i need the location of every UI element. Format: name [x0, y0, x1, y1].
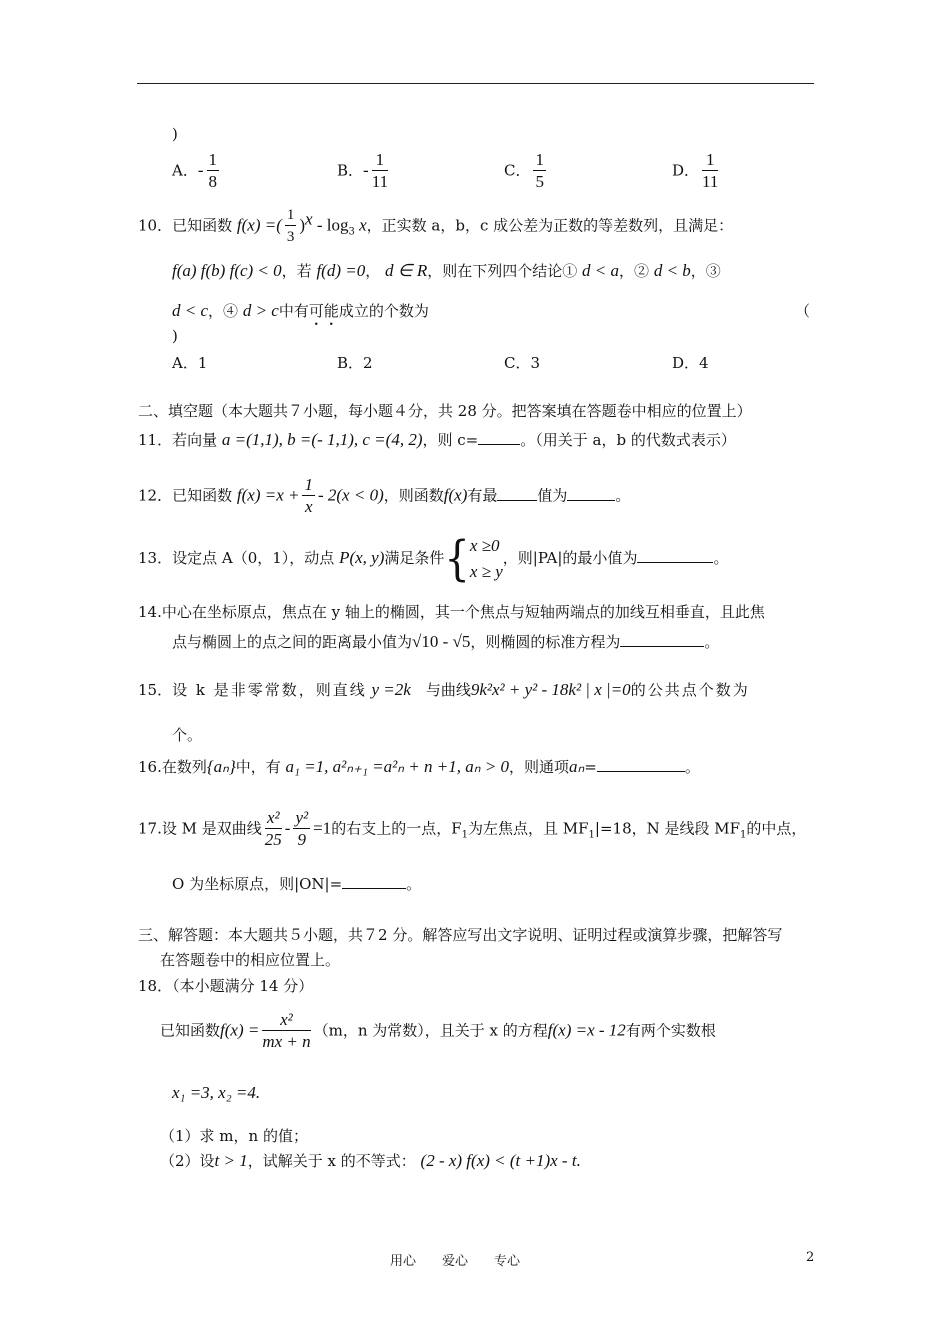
q10-line3: d < c，④ d > c中有可能成立的个数为 — [172, 301, 429, 320]
q18-roots: x₁ =3, x₂ =4. — [172, 1083, 261, 1102]
q12-blank-1 — [497, 486, 537, 501]
q10-option-d: D．4 — [672, 354, 709, 372]
q12: 12．已知函数 f(x) =x + $\frac{1}{x}$ - 2(x < 0)，则函数f(x)有最 值为 。 — [138, 475, 631, 516]
q9-paren: ) — [172, 125, 178, 143]
section2-heading: 二、填空题（本大题共７小题，每小题４分，共 28 分。把答案填在答题卷中相应的位置上） — [138, 402, 752, 420]
q10-line1: 10．已知函数 f(x) =( $\frac{1}{3}$ )$^x - \log_3 x$，正实数 a，b，c 成公差为正数的等差数列，且满足： — [138, 207, 734, 245]
q11: 11．若向量 a =(1,1), b =(- 1,1), c =(4, 2)，则 c= 。（用关于 a，b 的代数式表示） — [138, 430, 736, 449]
q10-paren-open: （ — [795, 302, 811, 320]
q13: 13．设定点 A（0，1），动点 P(x, y)满足条件{ x ≥0 x ≥ y ，则|PA|的最小值为 。 — [138, 531, 729, 587]
q17-line1: 17.设 M 是双曲线 $\frac{\text{x²}}{25}$ - $\frac{\text{y²}}{9}$ =1的右支上的一点，$F_1$为左焦点，且 $MF_1|=18$，N 是线段 $MF_1$的中点， — [138, 808, 807, 849]
q11-blank — [478, 430, 520, 445]
q18-stem: 已知函数f(x) = $\frac{\text{x²}}{mx + n}$ （m，n 为常数），且关于 x 的方程f(x) =x - 12有两个实数根 — [160, 1010, 716, 1051]
q15-line1: 15．设 k 是非零常数，则直线 y =2k 与曲线9k²x² + y² - 18k² | x |=0的公共点个数为 — [138, 680, 750, 699]
q18-title: 18．（本小题满分 14 分） — [138, 977, 314, 995]
q9-option-b: B．- $\frac{1}{11}$ — [337, 150, 389, 191]
q10-option-a: A．1 — [172, 354, 208, 372]
q17-blank — [342, 874, 406, 889]
q10-paren-close: ) — [172, 327, 178, 345]
q13-brace: { — [444, 531, 470, 587]
q16: 16.在数列{aₙ}中，有 a₁ =1, a²ₙ₊₁ =a²ₙ + n +1, aₙ > 0，则通项aₙ= 。 — [138, 757, 700, 776]
q13-blank — [637, 548, 713, 563]
q17-line2: O 为坐标原点，则|ON|= 。 — [172, 875, 422, 893]
page-number: 2 — [806, 1250, 815, 1265]
q14-line1: 14.中心在坐标原点，焦点在 y 轴上的椭圆，其一个焦点与短轴两端点的加线互相垂直，且此焦 — [138, 603, 765, 621]
q9-option-c: C． $\frac{1}{5}$ — [504, 150, 544, 191]
q12-blank-2 — [567, 486, 615, 501]
q10-option-c: C．3 — [504, 354, 541, 372]
q18-part2: （2）设t > 1，试解关于 x 的不等式： (2 - x) f(x) < (t +1)x - t. — [160, 1151, 581, 1170]
q9-option-d: D． $\frac{1}{11}$ — [672, 150, 719, 191]
footer-slogan: 用心 爱心 专心 — [390, 1254, 521, 1269]
header-rule — [137, 83, 814, 84]
q10-line2: f(a) f(b) f(c) < 0，若 f(d) =0， d ∈ R，则在下列四个结论① d < a，② d < b，③ — [172, 261, 721, 280]
section3-heading-line2: 在答题卷中的相应位置上。 — [160, 951, 341, 969]
q9-option-a: A．- $\frac{1}{8}$ — [172, 150, 218, 191]
q16-blank — [597, 757, 685, 772]
q14-line2: 点与椭圆上的点之间的距离最小值为√10 - √5，则椭圆的标准方程为 。 — [172, 632, 720, 651]
q18-part1: （1）求 m，n 的值； — [160, 1127, 308, 1145]
section3-heading-line1: 三、解答题：本大题共５小题，共７2 分。解答应写出文字说明、证明过程或演算步骤，把解答写 — [138, 926, 783, 944]
q10-option-b: B．2 — [337, 354, 373, 372]
q14-blank — [620, 632, 704, 647]
q15-line2: 个。 — [172, 726, 203, 744]
